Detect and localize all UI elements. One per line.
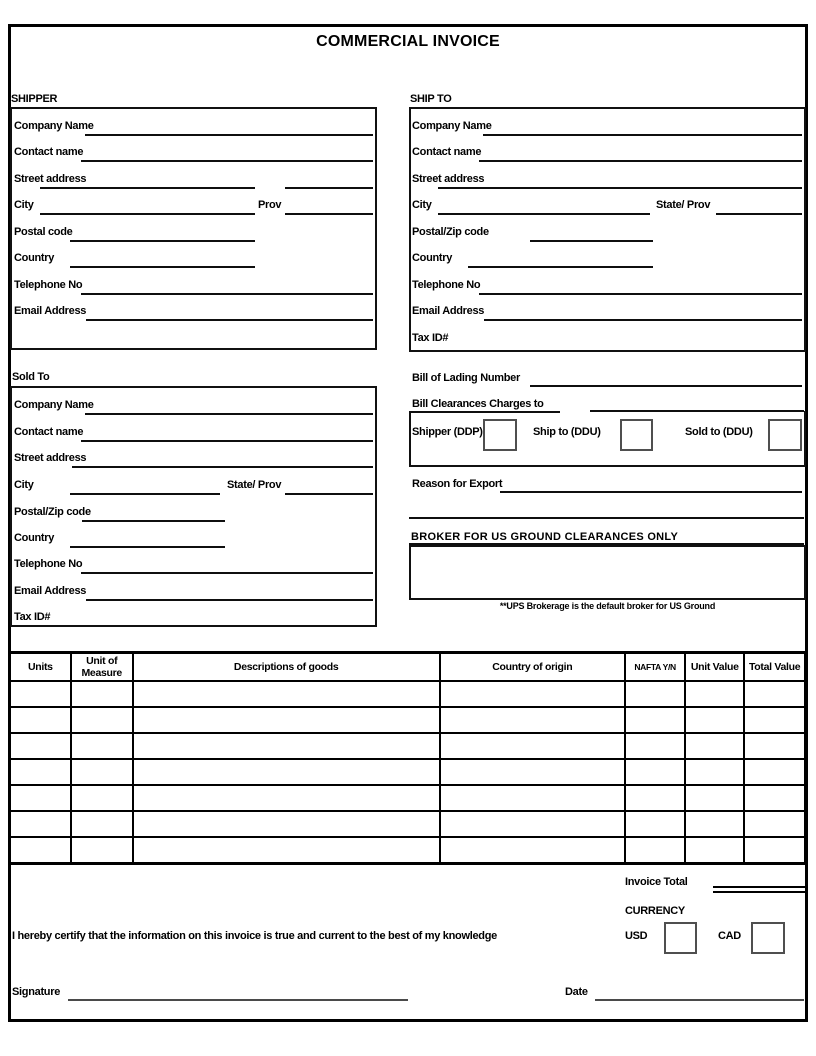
table-cell[interactable] [440, 811, 625, 837]
table-cell[interactable] [625, 681, 685, 707]
ship-to-city-label: City [412, 199, 432, 211]
ship-to-contact-input[interactable] [479, 160, 802, 162]
table-cell[interactable] [744, 733, 805, 759]
reason-for-export-input[interactable] [500, 491, 802, 493]
shipper-company-label: Company Name [14, 120, 94, 132]
sold-to-region-input[interactable] [285, 493, 373, 495]
shipper-city-input[interactable] [40, 213, 255, 215]
date-label: Date [565, 986, 588, 998]
sold-to-email-label: Email Address [14, 585, 87, 597]
invoice-total-input[interactable] [713, 886, 805, 893]
page-title: COMMERCIAL INVOICE [316, 33, 500, 50]
table-cell[interactable] [10, 681, 71, 707]
table-cell[interactable] [685, 707, 744, 733]
table-cell[interactable] [10, 733, 71, 759]
column-header-country-of-origin: Country of origin [440, 653, 625, 682]
table-cell[interactable] [71, 759, 133, 785]
shipper-country-input[interactable] [70, 266, 255, 268]
charge-option-ship-to-ddu-label: Ship to (DDU) [533, 426, 601, 438]
table-cell[interactable] [10, 759, 71, 785]
table-cell[interactable] [440, 707, 625, 733]
shipper-region-input[interactable] [285, 213, 373, 215]
table-cell[interactable] [71, 785, 133, 811]
table-cell[interactable] [685, 837, 744, 864]
table-cell[interactable] [625, 811, 685, 837]
sold-to-city-label: City [14, 479, 34, 491]
table-cell[interactable] [685, 733, 744, 759]
shipper-street-input[interactable] [40, 187, 255, 189]
sold-to-phone-label: Telephone No [14, 558, 83, 570]
column-header-unit-value: Unit Value [685, 653, 744, 682]
table-cell[interactable] [71, 733, 133, 759]
table-cell[interactable] [440, 837, 625, 864]
table-cell[interactable] [744, 759, 805, 785]
table-cell[interactable] [744, 811, 805, 837]
ship-to-tax-id-label: Tax ID# [412, 332, 449, 344]
table-cell[interactable] [10, 811, 71, 837]
shipper-phone-label: Telephone No [14, 279, 83, 291]
charge-option-sold-to-ddu-checkbox[interactable] [768, 419, 802, 451]
table-cell[interactable] [685, 759, 744, 785]
goods-table [8, 651, 807, 865]
table-cell[interactable] [625, 837, 685, 864]
table-cell[interactable] [744, 785, 805, 811]
currency-cad-checkbox[interactable] [751, 922, 785, 954]
table-row [10, 811, 806, 837]
ship-to-phone-input[interactable] [479, 293, 802, 295]
certification-statement: I hereby certify that the information on this invoice is true and current to the best of my knowledge [12, 930, 497, 942]
sold-to-contact-input[interactable] [81, 440, 373, 442]
ship-to-postal-input[interactable] [530, 240, 653, 242]
table-cell[interactable] [10, 707, 71, 733]
signature-label: Signature [12, 986, 61, 998]
table-cell[interactable] [440, 785, 625, 811]
table-cell[interactable] [133, 759, 440, 785]
table-cell[interactable] [71, 707, 133, 733]
sold-to-tax-id-label: Tax ID# [14, 611, 51, 623]
column-header-nafta: NAFTA Y/N [625, 653, 685, 682]
charge-option-shipper-ddp-checkbox[interactable] [483, 419, 517, 451]
table-cell[interactable] [133, 681, 440, 707]
shipper-street-label: Street address [14, 173, 87, 185]
ship-to-company-input[interactable] [483, 134, 802, 136]
billing-divider-line [409, 517, 804, 519]
sold-to-heading: Sold To [12, 371, 50, 383]
shipper-postal-input[interactable] [70, 240, 255, 242]
charge-option-shipper-ddp-label: Shipper (DDP) [412, 426, 483, 438]
ship-to-contact-label: Contact name [412, 146, 482, 158]
table-cell[interactable] [744, 681, 805, 707]
shipper-contact-input[interactable] [81, 160, 373, 162]
ship-to-street-input[interactable] [438, 187, 802, 189]
ship-to-company-label: Company Name [412, 120, 492, 132]
broker-input-box[interactable] [409, 545, 806, 600]
table-cell[interactable] [133, 733, 440, 759]
currency-usd-checkbox[interactable] [664, 922, 697, 954]
column-header-unit-of-measure: Unit of Measure [71, 653, 133, 682]
table-row [10, 759, 806, 785]
table-cell[interactable] [625, 733, 685, 759]
table-cell[interactable] [133, 707, 440, 733]
ship-to-city-input[interactable] [438, 213, 650, 215]
invoice-total-label: Invoice Total [625, 876, 688, 888]
sold-to-contact-label: Contact name [14, 426, 84, 438]
ship-to-heading: SHIP TO [410, 93, 452, 105]
currency-cad-label: CAD [718, 930, 741, 942]
table-row [10, 733, 806, 759]
table-cell[interactable] [685, 811, 744, 837]
sold-to-postal-label: Postal/Zip code [14, 506, 91, 518]
table-cell[interactable] [625, 785, 685, 811]
table-row [10, 707, 806, 733]
table-cell[interactable] [133, 837, 440, 864]
column-header-total-value: Total Value [744, 653, 805, 682]
shipper-city-label: City [14, 199, 34, 211]
table-cell[interactable] [685, 785, 744, 811]
shipper-contact-label: Contact name [14, 146, 84, 158]
bill-clearances-box [409, 411, 806, 467]
charge-option-sold-to-ddu-label: Sold to (DDU) [685, 426, 753, 438]
table-row [10, 785, 806, 811]
table-cell[interactable] [440, 733, 625, 759]
table-cell[interactable] [744, 707, 805, 733]
table-row [10, 837, 806, 864]
table-cell[interactable] [10, 837, 71, 864]
table-cell[interactable] [685, 681, 744, 707]
currency-heading: CURRENCY [625, 905, 685, 917]
bill-of-lading-input[interactable] [530, 385, 802, 387]
table-cell[interactable] [133, 811, 440, 837]
reason-for-export-label: Reason for Export [412, 478, 503, 490]
shipper-heading: SHIPPER [11, 93, 58, 105]
ship-to-street-label: Street address [412, 173, 485, 185]
table-row [10, 681, 806, 707]
date-input[interactable] [595, 999, 804, 1001]
sold-to-country-label: Country [14, 532, 55, 544]
shipper-country-label: Country [14, 252, 55, 264]
ship-to-email-input[interactable] [484, 319, 802, 321]
bill-clearances-label: Bill Clearances Charges to [412, 398, 544, 410]
column-header-units: Units [10, 653, 71, 682]
shipper-region-label: Prov [258, 199, 282, 211]
sold-to-phone-input[interactable] [81, 572, 373, 574]
charge-option-ship-to-ddu-checkbox[interactable] [620, 419, 653, 451]
ship-to-region-label: State/ Prov [656, 199, 711, 211]
ship-to-email-label: Email Address [412, 305, 485, 317]
table-cell[interactable] [440, 759, 625, 785]
table-cell[interactable] [625, 759, 685, 785]
sold-to-region-label: State/ Prov [227, 479, 282, 491]
goods-table-header-row [10, 653, 806, 682]
currency-usd-label: USD [625, 930, 648, 942]
signature-input[interactable] [68, 999, 408, 1001]
table-cell[interactable] [71, 837, 133, 864]
shipper-email-input[interactable] [86, 319, 373, 321]
sold-to-postal-input[interactable] [82, 520, 225, 522]
sold-to-company-label: Company Name [14, 399, 94, 411]
shipper-street-input-2[interactable] [285, 187, 373, 189]
goods-table-body [10, 681, 806, 864]
table-cell[interactable] [133, 785, 440, 811]
column-header-descriptions: Descriptions of goods [133, 653, 440, 682]
sold-to-email-input[interactable] [86, 599, 373, 601]
sold-to-street-input[interactable] [72, 466, 373, 468]
sold-to-company-input[interactable] [85, 413, 373, 415]
bill-of-lading-label: Bill of Lading Number [412, 372, 520, 384]
table-cell[interactable] [71, 681, 133, 707]
table-cell[interactable] [440, 681, 625, 707]
ship-to-region-input[interactable] [716, 213, 802, 215]
shipper-email-label: Email Address [14, 305, 87, 317]
shipper-phone-input[interactable] [81, 293, 373, 295]
shipper-postal-label: Postal code [14, 226, 73, 238]
table-cell[interactable] [10, 785, 71, 811]
table-cell[interactable] [71, 811, 133, 837]
sold-to-street-label: Street address [14, 452, 87, 464]
ship-to-phone-label: Telephone No [412, 279, 481, 291]
table-cell[interactable] [625, 707, 685, 733]
sold-to-country-input[interactable] [70, 546, 225, 548]
broker-heading: BROKER FOR US GROUND CLEARANCES ONLY [411, 531, 679, 543]
broker-note: **UPS Brokerage is the default broker for US Ground [499, 601, 716, 611]
sold-to-city-input[interactable] [70, 493, 220, 495]
ship-to-country-input[interactable] [468, 266, 653, 268]
ship-to-country-label: Country [412, 252, 453, 264]
table-cell[interactable] [744, 837, 805, 864]
shipper-company-input[interactable] [85, 134, 373, 136]
ship-to-postal-label: Postal/Zip code [412, 226, 489, 238]
